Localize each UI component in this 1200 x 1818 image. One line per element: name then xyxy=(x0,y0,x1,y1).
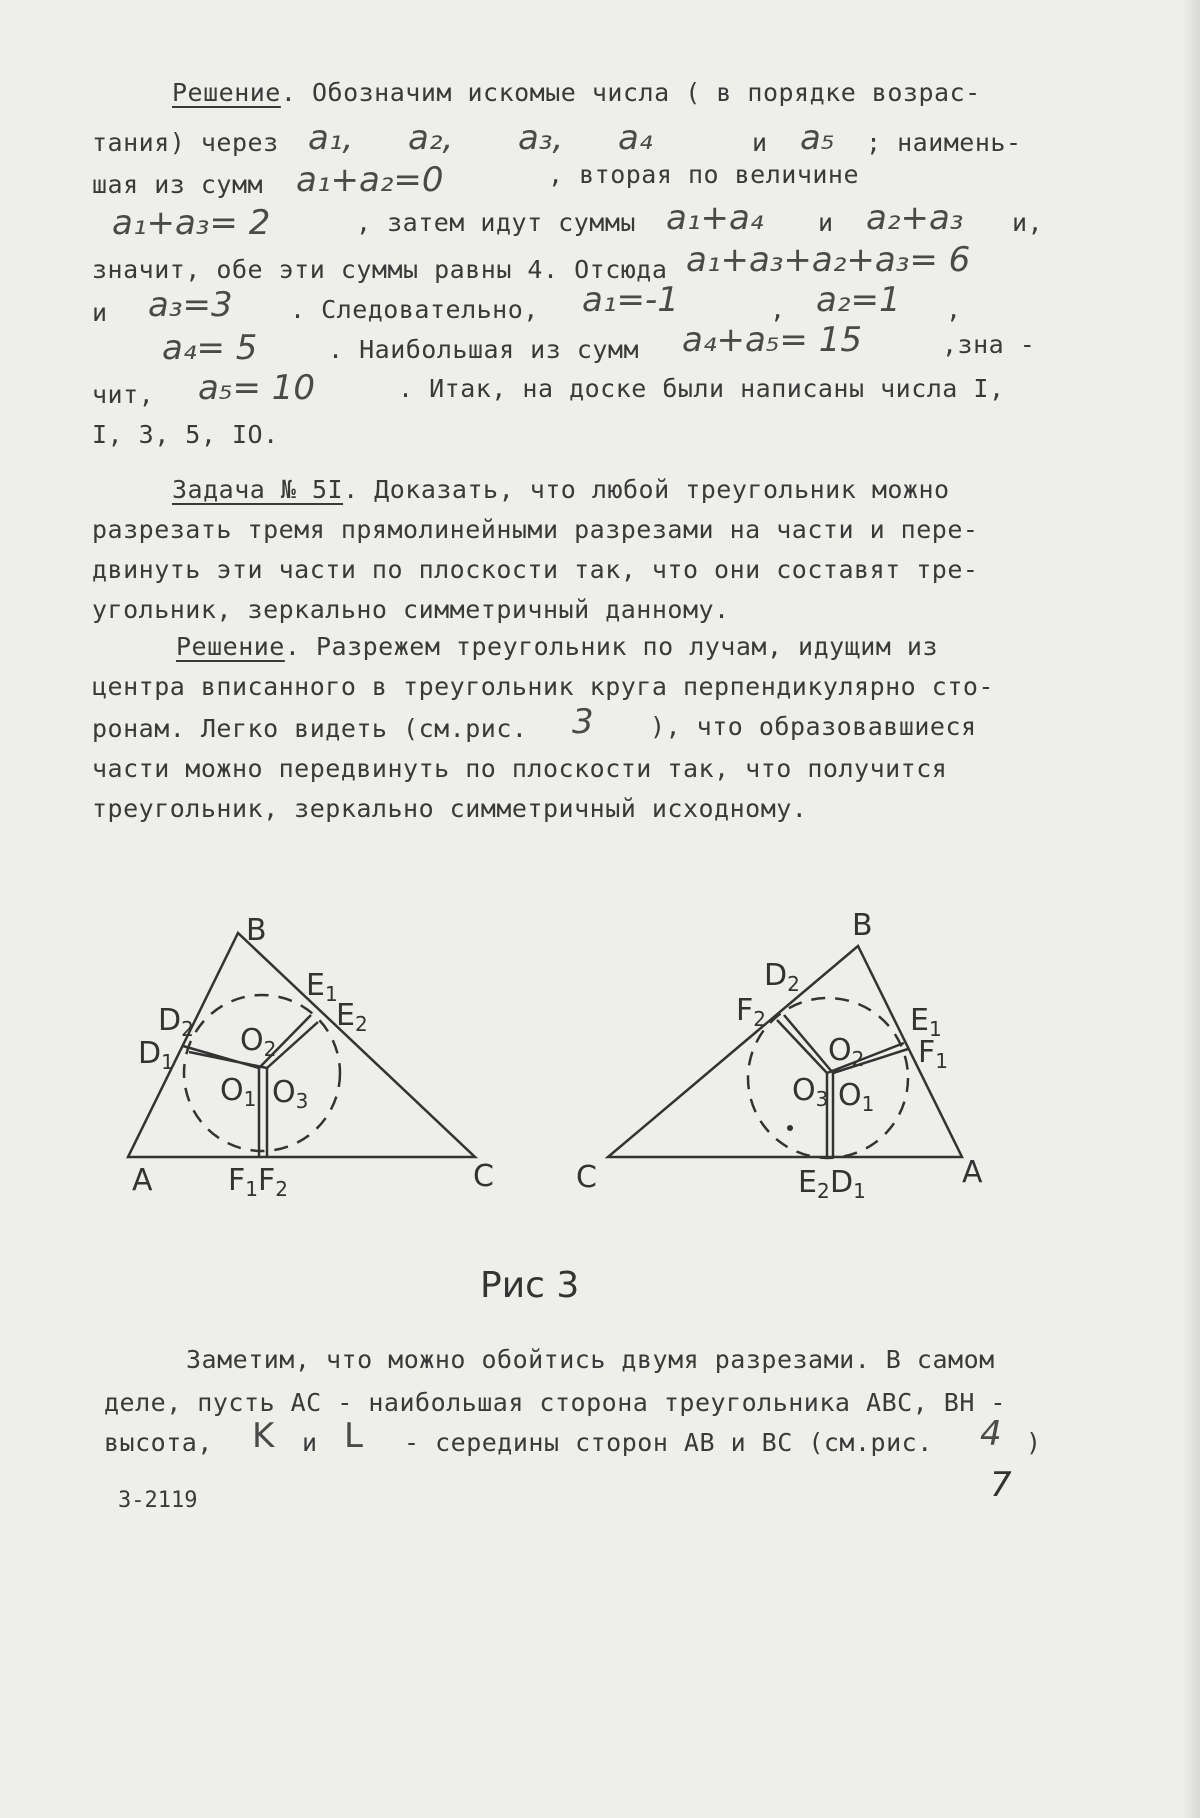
task-line-2: разрезать тремя прямолинейными разрезами на части и пере- xyxy=(92,515,978,544)
solution1-line-2b: ; наимень- xyxy=(866,128,1022,157)
right-label-O1: O1 xyxy=(838,1078,874,1116)
solution2-line-1: Решение. Разрежем треугольник по лучам, идущим из xyxy=(176,632,938,661)
formula-s5: a₁+a₃+a₂+a₃= 6 xyxy=(686,240,970,280)
print-code: 3-2119 xyxy=(118,1488,197,1513)
solution1-label: Решение xyxy=(172,78,281,107)
left-label-E2: E2 xyxy=(336,998,368,1036)
remark-line-3a: высота, xyxy=(104,1428,213,1457)
task-line-4: угольник, зеркально симметричный данному. xyxy=(92,595,730,624)
formula-a2: a₂, xyxy=(408,118,453,158)
page xyxy=(0,0,1200,1818)
left-label-E1: E1 xyxy=(306,968,338,1006)
right-label-B: B xyxy=(852,908,873,943)
formula-s10: a₄+a₅= 15 xyxy=(682,320,862,360)
solution1-line-7a: . Наибольшая из сумм xyxy=(328,335,639,364)
formula-a4: a₄ xyxy=(618,118,652,158)
formula-a3: a₃, xyxy=(518,118,563,158)
left-label-C: C xyxy=(473,1159,494,1194)
right-label-D2: D2 xyxy=(764,958,800,996)
solution2-line-5: треугольник, зеркально симметричный исходному. xyxy=(92,794,807,823)
right-label-F1: F1 xyxy=(918,1035,948,1073)
solution1-and-2: и xyxy=(818,208,834,237)
left-label-O1: O1 xyxy=(220,1073,256,1111)
solution1-line-6a: . Следовательно, xyxy=(290,295,539,324)
left-label-A: A xyxy=(132,1163,153,1198)
point-L: L xyxy=(344,1416,363,1456)
right-center-dot xyxy=(787,1125,793,1131)
solution1-comma-2: , xyxy=(946,295,962,324)
point-K: K xyxy=(252,1416,274,1456)
task-line-3: двинуть эти части по плоскости так, что они составят тре- xyxy=(92,555,978,584)
right-label-E2: E2 xyxy=(798,1165,830,1203)
solution1-line-1: Решение. Обозначим искомые числа ( в порядке возрас- xyxy=(172,78,981,107)
remark-line-3b: - середины сторон AB и BC (см.рис. xyxy=(404,1428,933,1457)
formula-a1: a₁, xyxy=(308,118,353,158)
solution1-and-3: и xyxy=(92,298,108,327)
right-label-O2: O2 xyxy=(828,1033,864,1071)
left-incircle xyxy=(184,995,340,1151)
right-label-C: C xyxy=(576,1160,597,1195)
formula-a5: a₅ xyxy=(800,118,834,158)
formula-s11: a₅= 10 xyxy=(198,368,315,408)
solution1-line-8a: чит, xyxy=(92,380,154,409)
left-triangle xyxy=(128,933,475,1157)
solution2-line-4: части можно передвинуть по плоскости так, что получится xyxy=(92,754,947,783)
solution1-and-1: и xyxy=(752,128,768,157)
formula-s7: a₁=-1 xyxy=(582,280,679,320)
left-label-D1: D1 xyxy=(138,1036,174,1074)
formula-s2: a₁+a₃= 2 xyxy=(112,203,270,243)
right-label-F2: F2 xyxy=(736,993,766,1031)
solution1-line-3b: , вторая по величине xyxy=(548,160,859,189)
left-label-F2: F2 xyxy=(258,1163,288,1201)
task-label: Задача № 5I xyxy=(172,475,343,504)
solution1-line-7b: ,зна - xyxy=(942,330,1035,359)
solution1-line-9: I, 3, 5, IO. xyxy=(92,420,279,449)
formula-s8: a₂=1 xyxy=(816,280,901,320)
right-label-O3: O3 xyxy=(792,1073,828,1111)
formula-s3: a₁+a₄ xyxy=(666,198,763,238)
left-label-O3: O3 xyxy=(272,1075,308,1113)
solution1-line-8b: . Итак, на доске были написаны числа I, xyxy=(398,374,1005,403)
remark-line-1: Заметим, что можно обойтись двумя разрезами. В самом xyxy=(186,1345,995,1374)
right-label-D1: D1 xyxy=(830,1165,866,1203)
right-label-E1: E1 xyxy=(910,1003,942,1041)
solution1-line-3a: шая из сумм xyxy=(92,170,263,199)
figure-ref-3: 3 xyxy=(572,702,594,742)
task-line-1: Задача № 5I. Доказать, что любой треугольник можно xyxy=(172,475,950,504)
remark-close-paren: ) xyxy=(1026,1428,1042,1457)
left-label-F1: F1 xyxy=(228,1163,258,1201)
right-label-A: A xyxy=(962,1155,983,1190)
left-label-O2: O2 xyxy=(240,1023,276,1061)
figure-caption: Рис 3 xyxy=(480,1265,579,1306)
formula-s4: a₂+a₃ xyxy=(866,198,963,238)
solution1-line-5a: значит, обе эти суммы равны 4. Отсюда xyxy=(92,255,667,284)
left-label-B: B xyxy=(246,913,267,948)
page-number: 7 xyxy=(990,1465,1012,1505)
solution1-comma-1: , xyxy=(770,295,786,324)
formula-s6: a₃=3 xyxy=(148,285,233,325)
left-label-D2: D2 xyxy=(158,1003,194,1041)
solution2-line-2: центра вписанного в треугольник круга перпендикулярно сто- xyxy=(92,672,994,701)
figure-ref-4: 4 xyxy=(980,1414,1002,1454)
solution1-line-4b: и, xyxy=(1012,208,1043,237)
remark-line-2: деле, пусть AC - наибольшая сторона треугольника ABC, BH - xyxy=(104,1388,1006,1417)
formula-s1: a₁+a₂=0 xyxy=(296,160,444,200)
solution1-line-2a: тания) через xyxy=(92,128,279,157)
solution1-line-4a: , затем идут суммы xyxy=(356,208,636,237)
remark-and: и xyxy=(302,1428,318,1457)
figure-3 xyxy=(0,0,1200,1818)
solution2-label: Решение xyxy=(176,632,285,661)
formula-s9: a₄= 5 xyxy=(162,328,257,368)
solution2-line-3a: ронам. Легко видеть (см.рис. xyxy=(92,714,527,743)
solution2-line-3b: ), что образовавшиеся xyxy=(650,712,977,741)
